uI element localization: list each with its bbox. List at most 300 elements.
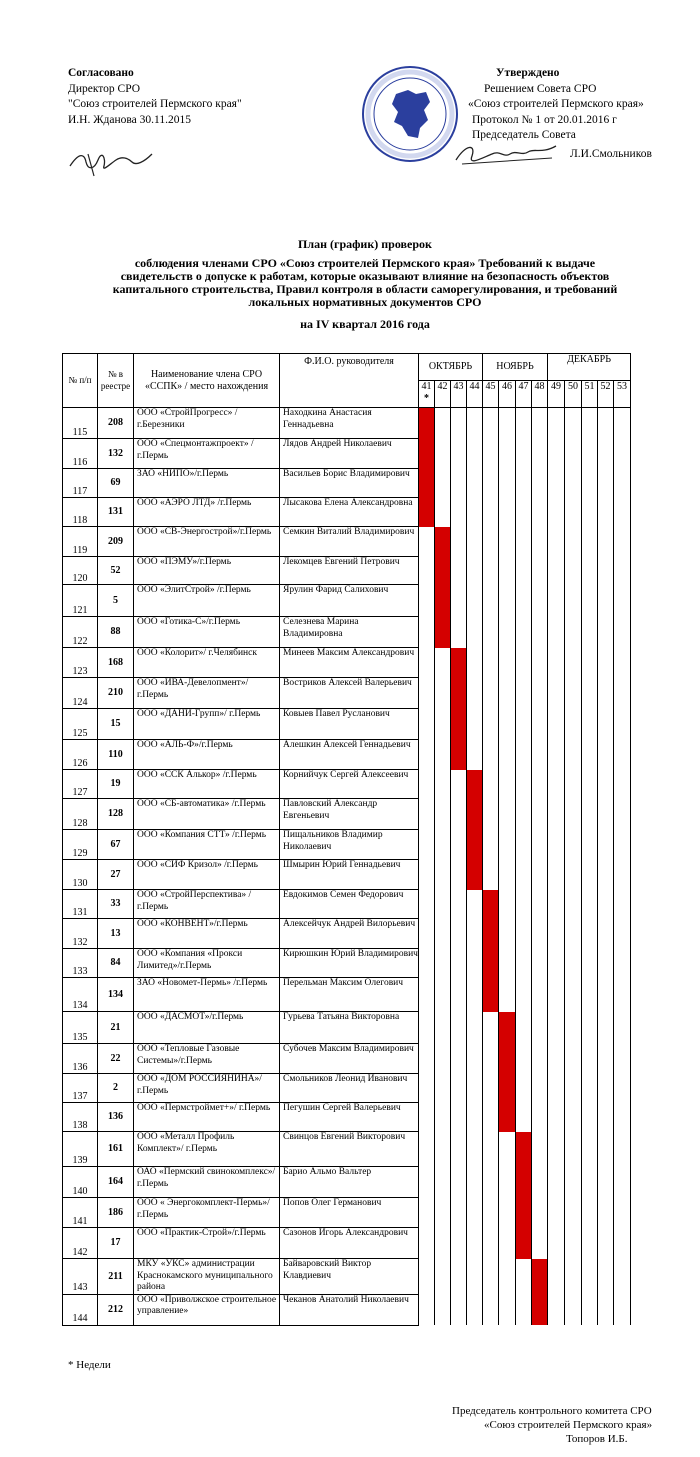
week-cell (467, 709, 483, 740)
week-cell (516, 740, 532, 770)
week-cell (532, 498, 548, 527)
director-name: Лекомцев Евгений Петрович (280, 557, 419, 585)
week-cell (565, 740, 582, 770)
week-cell (483, 799, 499, 830)
week-cell (419, 1198, 435, 1228)
week-cell (435, 949, 451, 978)
week-cell (565, 830, 582, 860)
week-cell (614, 1167, 631, 1198)
org-name-right: «Союз строителей Пермского края» (468, 98, 644, 110)
week-cell (582, 648, 598, 678)
week-cell (467, 1167, 483, 1198)
week-cell (419, 527, 435, 557)
registry-number: 5 (98, 585, 134, 617)
col-header-reg: № в реестре (98, 354, 134, 408)
week-cell (582, 498, 598, 527)
week-cell (451, 557, 467, 585)
week-cell (548, 408, 565, 439)
week-cell (598, 830, 614, 860)
week-cell (451, 1294, 467, 1325)
week-cell (532, 678, 548, 709)
week-cell (451, 1259, 467, 1295)
inspection-week-mark (451, 678, 467, 709)
week-cell (516, 799, 532, 830)
inspection-week-mark (451, 709, 467, 740)
week-cell (451, 770, 467, 799)
week-cell (467, 527, 483, 557)
week-cell (516, 498, 532, 527)
week-cell (614, 1259, 631, 1295)
week-cell (582, 860, 598, 890)
week-cell (614, 890, 631, 919)
week-cell (548, 527, 565, 557)
week-cell (565, 1167, 582, 1198)
director-name: Семкин Виталий Владимирович (280, 527, 419, 557)
week-cell (483, 498, 499, 527)
week-cell (467, 585, 483, 617)
week-cell (548, 1074, 565, 1103)
inspection-week-mark (499, 1012, 516, 1044)
table-row (63, 1103, 631, 1132)
director-name: Смольников Леонид Иванович (280, 1074, 419, 1103)
inspection-week-mark (483, 978, 499, 1012)
table-row (63, 527, 631, 557)
inspection-week-mark (516, 1198, 532, 1228)
week-cell (532, 1012, 548, 1044)
week-cell (483, 709, 499, 740)
week-cell (582, 770, 598, 799)
week-cell (435, 1012, 451, 1044)
week-cell (598, 1167, 614, 1198)
week-cell (467, 498, 483, 527)
week-cell (467, 1228, 483, 1259)
member-name: ООО «ДАСМОТ»/г.Пермь (134, 1012, 280, 1044)
week-cell (435, 770, 451, 799)
week-cell (435, 919, 451, 949)
director-name: Лысакова Елена Александровна (280, 498, 419, 527)
chairman-position: Председатель Совета (472, 129, 576, 141)
week-cell (532, 740, 548, 770)
table-row (63, 585, 631, 617)
plan-subtitle-2: свидетельств о допуске к работам, которые оказывают влияние на безопасность объектов (120, 269, 610, 283)
week-cell (419, 1103, 435, 1132)
week-cell (532, 1228, 548, 1259)
week-cell (532, 799, 548, 830)
week-cell (548, 1044, 565, 1074)
month-december: ДЕКАБРЬ (548, 354, 631, 381)
week-cell (614, 678, 631, 709)
week-cell (419, 1012, 435, 1044)
director-name: Гурьева Татьяна Викторовна (280, 1012, 419, 1044)
week-cell (467, 648, 483, 678)
inspection-week-mark (467, 860, 483, 890)
week-cell (516, 1259, 532, 1295)
week-cell (598, 1228, 614, 1259)
week-cell (565, 1259, 582, 1295)
week-cell (565, 919, 582, 949)
week-cell (419, 678, 435, 709)
week-cell (565, 1294, 582, 1325)
registry-number: 17 (98, 1228, 134, 1259)
inspection-week-mark (435, 585, 451, 617)
week-cell (499, 498, 516, 527)
director-name: Селезнева Марина Владимировна (280, 617, 419, 648)
row-number: 131 (63, 890, 98, 919)
week-cell (598, 709, 614, 740)
week-cell (532, 557, 548, 585)
table-row (63, 648, 631, 678)
week-cell (435, 799, 451, 830)
week-cell (419, 1167, 435, 1198)
week-cell (499, 527, 516, 557)
registry-number: 110 (98, 740, 134, 770)
week-cell (582, 1259, 598, 1295)
member-name: ООО «Готика-С»/г.Пермь (134, 617, 280, 648)
week-cell (419, 1074, 435, 1103)
member-name: ЗАО «НИПО»/г.Пермь (134, 469, 280, 498)
week-cell (435, 830, 451, 860)
table-row (63, 498, 631, 527)
director-name: Попов Олег Германович (280, 1198, 419, 1228)
week-cell (435, 740, 451, 770)
table-row (63, 617, 631, 648)
week-cell (516, 1012, 532, 1044)
week-cell (532, 860, 548, 890)
inspection-week-mark (516, 1167, 532, 1198)
member-name: ООО «Практик-Строй»/г.Пермь (134, 1228, 280, 1259)
member-name: ООО «ДАНИ-Групп»/ г.Пермь (134, 709, 280, 740)
registry-number: 21 (98, 1012, 134, 1044)
week-cell (467, 978, 483, 1012)
week-cell (532, 1132, 548, 1167)
week-cell (483, 740, 499, 770)
week-cell (598, 585, 614, 617)
week-cell (614, 799, 631, 830)
week-cell (548, 557, 565, 585)
week-cell (565, 1103, 582, 1132)
approval-right (468, 66, 644, 144)
inspection-week-mark (451, 648, 467, 678)
week-cell (467, 439, 483, 469)
week-cell (598, 1044, 614, 1074)
week-number: 51 (584, 381, 595, 392)
member-name: ООО «ИВА-Девелопмент»/г.Пермь (134, 678, 280, 709)
director-name: Васильев Борис Владимирович (280, 469, 419, 498)
week-cell (499, 1259, 516, 1295)
week-cell (435, 1198, 451, 1228)
week-cell (499, 1228, 516, 1259)
member-name: ООО «Тепловые Газовые Системы»/г.Пермь (134, 1044, 280, 1074)
week-cell (435, 648, 451, 678)
plan-subtitle-1: соблюдения членами СРО «Союз строителей Пермского края» Требований к выдаче (134, 256, 596, 270)
member-name: ООО «ПЭМУ»/г.Пермь (134, 557, 280, 585)
week-cell (565, 1074, 582, 1103)
week-cell (435, 1074, 451, 1103)
week-cell (516, 860, 532, 890)
week-cell (565, 1132, 582, 1167)
week-cell (499, 709, 516, 740)
week-cell (419, 919, 435, 949)
week-cell (499, 890, 516, 919)
week-cell (467, 740, 483, 770)
director-name: Кирюшкин Юрий Владимирович (280, 949, 419, 978)
week-cell (499, 740, 516, 770)
week-cell (451, 1198, 467, 1228)
week-cell (582, 1044, 598, 1074)
week-cell (467, 1103, 483, 1132)
approved-right-heading: Утверждено (496, 67, 560, 79)
week-cell (582, 830, 598, 860)
director-name: Барио Альмо Вальтер (280, 1167, 419, 1198)
member-name: МКУ «УКС» администрации Краснокамского муниципального района (134, 1259, 280, 1295)
week-cell (451, 799, 467, 830)
week-cell (435, 439, 451, 469)
week-cell (419, 1132, 435, 1167)
week-cell (565, 709, 582, 740)
week-header-52 (598, 381, 614, 408)
row-number: 126 (63, 740, 98, 770)
week-cell (548, 1259, 565, 1295)
week-number: 48 (534, 381, 545, 392)
week-cell (451, 439, 467, 469)
table-row (63, 830, 631, 860)
week-cell (483, 1012, 499, 1044)
week-cell (582, 557, 598, 585)
week-cell (483, 1259, 499, 1295)
week-cell (548, 585, 565, 617)
week-cell (451, 830, 467, 860)
week-cell (451, 860, 467, 890)
table-row (63, 1074, 631, 1103)
week-cell (614, 527, 631, 557)
week-cell (516, 678, 532, 709)
week-cell (483, 1074, 499, 1103)
row-number: 124 (63, 678, 98, 709)
member-name: ОАО «Пермский свинокомплекс»/г.Пермь (134, 1167, 280, 1198)
registry-number: 52 (98, 557, 134, 585)
week-cell (483, 1167, 499, 1198)
week-cell (598, 1103, 614, 1132)
week-cell (598, 527, 614, 557)
week-cell (532, 949, 548, 978)
week-cell (499, 585, 516, 617)
week-cell (516, 408, 532, 439)
row-number: 117 (63, 469, 98, 498)
week-number: 42 (437, 381, 448, 392)
week-cell (467, 890, 483, 919)
week-cell (419, 709, 435, 740)
week-cell (419, 740, 435, 770)
week-cell (532, 408, 548, 439)
member-name: ООО «ССК Алькор» /г.Пермь (134, 770, 280, 799)
inspection-week-mark (483, 919, 499, 949)
week-cell (532, 1103, 548, 1132)
week-header-49 (548, 381, 565, 408)
week-cell (614, 1012, 631, 1044)
week-cell (451, 469, 467, 498)
registry-number: 33 (98, 890, 134, 919)
week-cell (499, 408, 516, 439)
week-cell (451, 1103, 467, 1132)
week-number: 41 (421, 381, 432, 392)
plan-subtitle-3: капитального строительства, Правил контроля в области саморегулирования, и требований (112, 282, 618, 296)
week-cell (483, 617, 499, 648)
week-cell (614, 469, 631, 498)
week-cell (548, 498, 565, 527)
col-header-boss: Ф.И.О. руководителя (280, 354, 419, 408)
week-cell (582, 890, 598, 919)
week-cell (435, 408, 451, 439)
week-cell (467, 1012, 483, 1044)
week-cell (565, 648, 582, 678)
week-cell (582, 585, 598, 617)
week-cell (598, 408, 614, 439)
week-cell (598, 439, 614, 469)
week-header-53 (614, 381, 631, 408)
plan-period: на IV квартал 2016 года (300, 317, 430, 331)
week-cell (419, 557, 435, 585)
table-row (63, 439, 631, 469)
row-number: 135 (63, 1012, 98, 1044)
week-cell (467, 1198, 483, 1228)
member-name: ООО «Приволжское строительное управление» (134, 1294, 280, 1325)
week-cell (516, 617, 532, 648)
table-row (63, 919, 631, 949)
week-cell (532, 1074, 548, 1103)
week-cell (467, 1074, 483, 1103)
week-cell (565, 978, 582, 1012)
week-cell (483, 1294, 499, 1325)
week-cell (499, 1132, 516, 1167)
week-cell (499, 919, 516, 949)
week-cell (598, 799, 614, 830)
week-number: 44 (469, 381, 480, 392)
week-cell (548, 860, 565, 890)
week-header-50 (565, 381, 582, 408)
week-cell (614, 740, 631, 770)
week-cell (532, 617, 548, 648)
week-cell (582, 1012, 598, 1044)
week-cell (499, 799, 516, 830)
week-cell (565, 770, 582, 799)
week-cell (548, 1132, 565, 1167)
council-decision: Решением Совета СРО (484, 82, 597, 95)
registry-number: 22 (98, 1044, 134, 1074)
table-row (63, 799, 631, 830)
row-number: 122 (63, 617, 98, 648)
registry-number: 209 (98, 527, 134, 557)
week-cell (499, 830, 516, 860)
director-name: Евдокимов Семен Федорович (280, 890, 419, 919)
footnote: * Недели (68, 1359, 111, 1371)
member-name: ООО «Пермстроймет+»/ г.Пермь (134, 1103, 280, 1132)
organization-seal (360, 64, 460, 164)
week-cell (582, 1167, 598, 1198)
table-row (63, 469, 631, 498)
week-cell (499, 978, 516, 1012)
week-cell (565, 527, 582, 557)
row-number: 116 (63, 439, 98, 469)
director-name: Востриков Алексей Валерьевич (280, 678, 419, 709)
week-cell (582, 408, 598, 439)
week-cell (582, 469, 598, 498)
week-header-42 (435, 381, 451, 408)
col-header-num: № п/п (63, 354, 98, 408)
week-cell (614, 830, 631, 860)
week-cell (419, 648, 435, 678)
member-name: ООО «СБ-автоматика» /г.Пермь (134, 799, 280, 830)
week-cell (467, 469, 483, 498)
org-name-left: "Союз строителей Пермского края" (68, 98, 242, 110)
registry-number: 84 (98, 949, 134, 978)
member-name: ООО «АЭРО ЛТД» /г.Пермь (134, 498, 280, 527)
week-cell (582, 527, 598, 557)
row-number: 127 (63, 770, 98, 799)
week-cell (582, 439, 598, 469)
week-cell (435, 1044, 451, 1074)
week-cell (435, 1294, 451, 1325)
week-cell (435, 678, 451, 709)
week-cell (419, 949, 435, 978)
member-name: ООО «СВ-Энергострой»/г.Пермь (134, 527, 280, 557)
week-cell (451, 919, 467, 949)
week-cell (582, 1103, 598, 1132)
week-cell (451, 978, 467, 1012)
week-cell (499, 678, 516, 709)
week-cell (532, 1198, 548, 1228)
week-cell (499, 770, 516, 799)
week-cell (451, 1167, 467, 1198)
registry-number: 132 (98, 439, 134, 469)
week-cell (483, 1103, 499, 1132)
week-cell (548, 1012, 565, 1044)
week-cell (548, 678, 565, 709)
week-number: 49 (551, 381, 561, 392)
week-cell (614, 919, 631, 949)
week-cell (582, 949, 598, 978)
table-row (63, 890, 631, 919)
row-number: 125 (63, 709, 98, 740)
table-row (63, 1294, 631, 1325)
week-cell (548, 1167, 565, 1198)
week-cell (548, 949, 565, 978)
week-cell (499, 648, 516, 678)
week-cell (565, 498, 582, 527)
row-number: 130 (63, 860, 98, 890)
week-cell (467, 1259, 483, 1295)
inspection-week-mark (516, 1132, 532, 1167)
inspection-week-mark (435, 527, 451, 557)
week-cell (419, 1044, 435, 1074)
week-number: 52 (600, 381, 611, 392)
week-number: 43 (453, 381, 464, 392)
plan-title: План (график) проверок (298, 237, 432, 251)
registry-number: 131 (98, 498, 134, 527)
director-name: Шмырин Юрий Геннадьевич (280, 860, 419, 890)
week-cell (532, 1167, 548, 1198)
week-cell (598, 978, 614, 1012)
week-cell (483, 648, 499, 678)
inspection-week-mark (419, 439, 435, 469)
row-number: 141 (63, 1198, 98, 1228)
week-number: 45 (485, 381, 496, 392)
member-name: ООО «Спецмонтажпроект» /г.Пермь (134, 439, 280, 469)
week-cell (565, 1012, 582, 1044)
director-name: Ковыев Павел Русланович (280, 709, 419, 740)
week-cell (598, 498, 614, 527)
week-header-51 (582, 381, 598, 408)
row-number: 123 (63, 648, 98, 678)
